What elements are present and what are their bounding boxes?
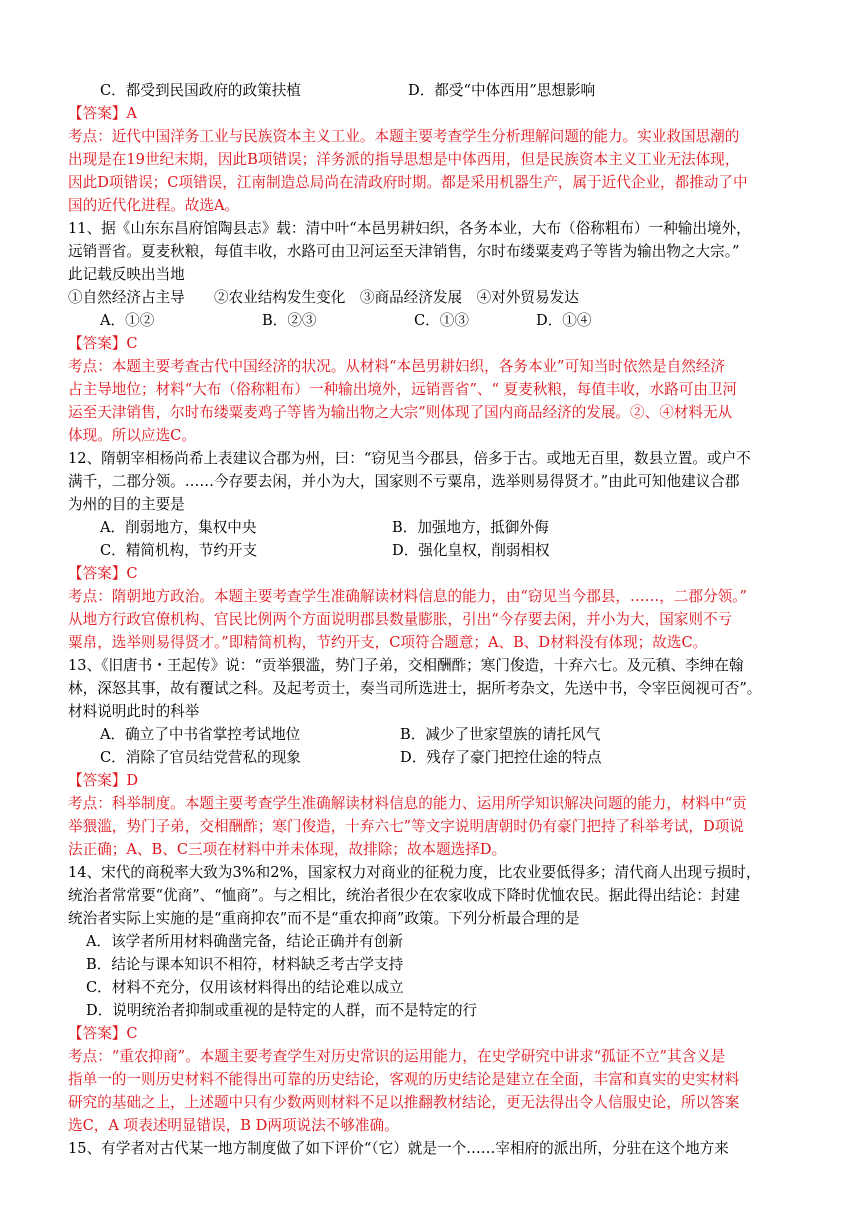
q14-option-b: B．结论与课本知识不相符，材料缺乏考古学支持 (86, 956, 404, 973)
q12-answer: 【答案】C (68, 565, 138, 582)
q13-stem-line: 13、《旧唐书・王起传》说：“贡举猥滥，势门子弟，交相酬酢；寒门俊造，十弃六七。及元稹、李绅在翰 (68, 657, 744, 674)
q11-stem-line: 远销晋省。夏麦秋粮，每值丰收，水路可由卫河运至天津销售，尔时布缕粟麦鸡子等皆为输出物之大宗。” (68, 243, 740, 260)
q11-answer: 【答案】C (68, 335, 138, 352)
q10-explanation-line: 出现是在19世纪末期，因此B项错误；洋务派的指导思想是中体西用，但是民族资本主义工业无法体现， (68, 151, 740, 168)
q14-option-a: A．该学者所用材料确凿完备，结论正确并有创新 (86, 933, 404, 950)
q10-answer: 【答案】A (68, 105, 137, 122)
q11-explanation-line: 考点：本题主要考查古代中国经济的状况。从材料“本邑男耕妇织，各务本业”可知当时依然是自然经济 (68, 358, 726, 375)
q14-answer: 【答案】C (68, 1025, 138, 1042)
q11-option-d: D．①④ (536, 312, 592, 329)
q13-option-b: B．减少了世家望族的请托风气 (400, 726, 601, 743)
q14-option-c: C．材料不充分，仅用该材料得出的结论难以成立 (86, 979, 404, 996)
q13-option-c: C．消除了官员结党营私的现象 (100, 749, 301, 766)
q10-explanation-line: 考点：近代中国洋务工业与民族资本主义工业。本题主要考查学生分析理解问题的能力。实业救国思潮的 (68, 128, 740, 145)
q14-option-d: D．说明统治者抑制或重视的是特定的人群，而不是特定的行 (86, 1002, 478, 1019)
q11-option-c: C．①③ (414, 312, 469, 329)
q11-stem-line: 11、据《山东东昌府馆陶县志》载：清中叶“本邑男耕妇织，各务本业，大布（俗称粗布）一种输出境外， (68, 220, 751, 237)
q12-stem-line: 为州的目的主要是 (68, 496, 185, 513)
q10-option-c: C．都受到民国政府的政策扶植 (100, 82, 301, 99)
q12-option-b: B．加强地方，抵御外侮 (392, 519, 549, 536)
q12-explanation-line: 考点：隋朝地方政治。本题主要考查学生准确解读材料信息的能力，由“窃见当今郡县，……，二郡分领。” (68, 588, 747, 605)
q11-option-b: B．②③ (262, 312, 317, 329)
q10-option-d: D．都受“中体西用”思想影响 (408, 82, 596, 99)
q14-explanation-line: 选C，A 项表述明显错误，B D两项说法不够准确。 (68, 1117, 399, 1134)
q14-stem-line: 14、宋代的商税率大致为3%和2%，国家权力对商业的征税力度，比农业要低得多；清代商人出现亏损时， (68, 864, 761, 881)
q13-explanation-line: 考点：科举制度。本题主要考查学生准确解读材料信息的能力、运用所学知识解决问题的能力，材料中“贡 (68, 795, 747, 812)
q13-stem-line: 材料说明此时的科举 (68, 703, 200, 720)
q12-stem-line: 满千，二郡分领。……今存要去闲，并小为大，国家则不亏粟帛，选举则易得贤才。”由此可知他建议合郡 (68, 473, 740, 490)
q11-stem-line: 此记载反映出当地 (68, 266, 185, 283)
q12-stem-line: 12、隋朝宰相杨尚希上表建议合郡为州，曰：“窃见当今郡县，倍多于古。或地无百里，数县立置。或户不 (68, 450, 751, 467)
q13-option-d: D．残存了豪门把控仕途的特点 (400, 749, 602, 766)
q10-options-cd (100, 80, 301, 102)
q14-stem-line: 统治者实际上实施的是“重商抑农”而不是“重农抑商”政策。下列分析最合理的是 (68, 910, 580, 927)
q14-explanation-line: 指单一的一则历史材料不能得出可靠的历史结论，客观的历史结论是建立在全面，丰富和真实的史实材料 (68, 1071, 740, 1088)
q12-explanation-line: 粟帛，选举则易得贤才。”即精简机构，节约开支，C项符合题意；A、B、D材料没有体现；故选C。 (68, 634, 708, 651)
q15-stem-line: 15、有学者对古代某一地方制度做了如下评价“（它）就是一个……宰相府的派出所，分驻在这个地方来 (68, 1140, 729, 1157)
q10-explanation-line: 国的近代化进程。故选A。 (68, 197, 240, 214)
q11-option-a: A．①② (100, 312, 155, 329)
q13-explanation-line: 法正确；A、B、C三项在材料中并未体现，故排除；故本题选择D。 (68, 841, 507, 858)
q11-explanation-line: 运至天津销售，尔时布缕粟麦鸡子等皆为输出物之大宗”则体现了国内商品经济的发展。②、④材料无从 (68, 404, 733, 421)
q12-option-a: A．削弱地方，集权中央 (100, 519, 257, 536)
q10-explanation-line: 因此D项错误；C项错误，江南制造总局尚在清政府时期。都是采用机器生产，属于近代企业，都推动了中 (68, 174, 748, 191)
q13-option-a: A．确立了中书省掌控考试地位 (100, 726, 301, 743)
q12-explanation-line: 从地方行政官僚机构、官民比例两个方面说明郡县数量膨胀，引出“今存要去闲，并小为大，国家则不亏 (68, 611, 733, 628)
q12-option-c: C．精简机构，节约开支 (100, 542, 258, 559)
q13-answer: 【答案】D (68, 772, 139, 789)
q11-explanation-line: 占主导地位；材料“大布（俗称粗布）一种输出境外，远销晋省”、“ 夏麦秋粮，每值丰收，水路可由卫河 (68, 381, 738, 398)
q14-stem-line: 统治者常常要“优商”、“恤商”。与之相比，统治者很少在农家收成下降时优恤农民。据此得出结论：封建 (68, 887, 740, 904)
q13-stem-line: 林，深怒其事，故有覆试之科。及起考贡士，奏当司所选进士，据所考杂文，先送中书，令宰臣阅视可否”。 (68, 680, 762, 697)
q13-explanation-line: 举猥滥，势门子弟，交相酬酢；寒门俊造，十弃六七”等文字说明唐朝时仍有豪门把持了科举考试，D项说 (68, 818, 744, 835)
q12-option-d: D．强化皇权，削弱相权 (392, 542, 550, 559)
q14-explanation-line: 考点：“重农抑商”。本题主要考查学生对历史常识的运用能力，在史学研究中讲求“孤证不立”其含义是 (68, 1048, 726, 1065)
q11-explanation-line: 体现。所以应选C。 (68, 427, 196, 444)
q14-explanation-line: 研究的基础之上，上述题中只有少数两则材料不足以推翻教材结论，更无法得出令人信服史论，所以答案 (68, 1094, 740, 1111)
q11-items: ①自然经济占主导 ②农业结构发生变化 ③商品经济发展 ④对外贸易发达 (68, 289, 579, 306)
